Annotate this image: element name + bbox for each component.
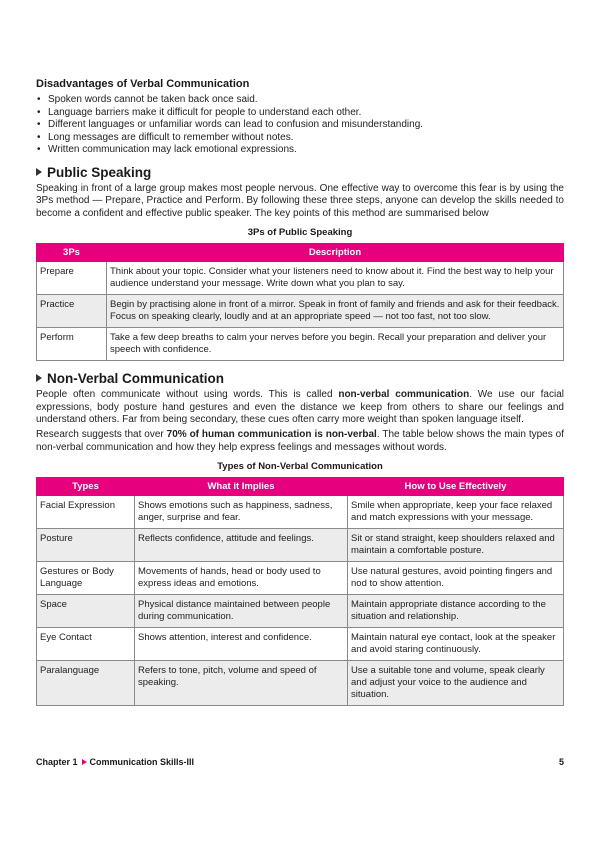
table-row: [37, 528, 564, 561]
table-cell: Use natural gestures, avoid pointing fingers and nod to show attention.: [348, 561, 564, 594]
column-header: What it Implies: [135, 477, 348, 495]
disadvantages-title: Disadvantages of Verbal Communication: [36, 78, 250, 90]
list-item: • Different languages or unfamiliar words can lead to confusion and misunderstanding.: [48, 119, 564, 132]
table-row: [37, 561, 564, 594]
table-cell: Smile when appropriate, keep your face relaxed and match expressions with your message.: [348, 495, 564, 528]
table-cell: Gestures or Body Language: [37, 561, 135, 594]
table-cell: Sit or stand straight, keep shoulders relaxed and maintain a comfortable posture.: [348, 528, 564, 561]
table-row: [37, 660, 564, 705]
table-cell: Prepare: [37, 261, 107, 294]
column-header: Description: [107, 243, 564, 261]
table-cell: Practice: [37, 294, 107, 327]
table-cell: Begin by practising alone in front of a mirror. Speak in front of family and friends and ask for their feedback. Focus on speaking clearly, loudly and at an appropriate speed — not too fast, not too slow.: [107, 294, 564, 327]
table-cell: Maintain appropriate distance according to the situation and relationship.: [348, 594, 564, 627]
table-cell: Facial Expression: [37, 495, 135, 528]
list-item: • Written communication may lack emotional expressions.: [48, 144, 564, 157]
table-row: [37, 294, 564, 327]
table-cell: Shows emotions such as happiness, sadness, anger, surprise and fear.: [135, 495, 348, 528]
list-item: • Language barriers make it difficult for people to understand each other.: [48, 107, 564, 120]
table-cell: Think about your topic. Consider what your listeners need to know about it. Find the best way to help your audience understand your message. Write down what you plan to say.: [107, 261, 564, 294]
table-cell: Eye Contact: [37, 627, 135, 660]
non-verbal-paragraph-1: People often communicate without using words. This is called non-verbal communication. We use our facial expressions, body posture hand gestures and even the distance we keep from others to share our feelings and understand others. Far from being secondary, these cues often carry more weight than spoken language itself.: [36, 388, 564, 426]
table-cell: Maintain natural eye contact, look at the speaker and avoid staring continuously.: [348, 627, 564, 660]
page-number: 5: [558, 757, 564, 767]
table-cell: Refers to tone, pitch, volume and speed of speaking.: [135, 660, 348, 705]
disadvantages-list: [36, 94, 564, 157]
table-cell: Paralanguage: [37, 660, 135, 705]
table-cell: Reflects confidence, attitude and feelings.: [135, 528, 348, 561]
table-row: [37, 261, 564, 294]
public-speaking-paragraph: Speaking in front of a large group makes most people nervous. One effective way to overcome this fear is by using the 3Ps method — Prepare, Practice and Perform. By following these three steps, anyone can develop the skills needed to become a confident and effective public speaker. The key points of this method are summarised below: [36, 182, 564, 220]
column-header: How to Use Effectively: [348, 477, 564, 495]
table-cell: Take a few deep breaths to calm your nerves before you begin. Recall your preparation and deliver your speech with confidence.: [107, 327, 564, 360]
table-cell: Posture: [37, 528, 135, 561]
triangle-icon: [82, 759, 87, 765]
table-row: [37, 495, 564, 528]
page-footer: [36, 757, 564, 767]
non-verbal-paragraph-2: Research suggests that over 70% of human communication is non-verbal. The table below shows the main types of non-verbal communication and how they help express feelings and messages without words.: [36, 429, 564, 454]
table-cell: Shows attention, interest and confidence.: [135, 627, 348, 660]
list-item: • Spoken words cannot be taken back once said.: [48, 94, 564, 107]
non-verbal-heading: Non-Verbal Communication: [36, 371, 564, 386]
table-cell: Space: [37, 594, 135, 627]
table-row: [37, 327, 564, 360]
table-3ps: [36, 243, 564, 361]
table-cell: Use a suitable tone and volume, speak clearly and adjust your voice to the audience and situation.: [348, 660, 564, 705]
table-cell: Physical distance maintained between people during communication.: [135, 594, 348, 627]
triangle-bullet-icon: [36, 168, 42, 176]
table-row: [37, 594, 564, 627]
page-content: [36, 78, 564, 706]
column-header: 3Ps: [37, 243, 107, 261]
table-cell: Movements of hands, head or body used to express ideas and emotions.: [135, 561, 348, 594]
table-caption-non-verbal: Types of Non-Verbal Communication: [217, 460, 383, 472]
footer-chapter: Chapter 1 Communication Skills-III: [36, 757, 195, 767]
table-caption-3ps: 3Ps of Public Speaking: [247, 226, 353, 238]
table-row: [37, 627, 564, 660]
column-header: Types: [37, 477, 135, 495]
public-speaking-heading: Public Speaking: [36, 165, 564, 180]
list-item: • Long messages are difficult to remember without notes.: [48, 132, 564, 145]
table-cell: Perform: [37, 327, 107, 360]
table-non-verbal: [36, 477, 564, 706]
triangle-bullet-icon: [36, 374, 42, 382]
